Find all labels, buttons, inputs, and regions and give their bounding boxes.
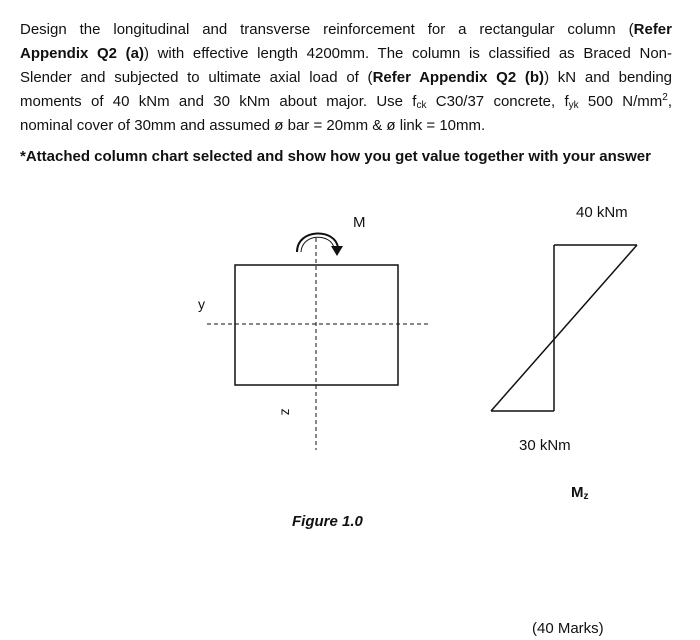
moment-arrow-icon [297, 233, 343, 256]
top-moment-value: 40 kNm [576, 204, 628, 221]
question-line-5: nominal cover of 30mm and assumed ø bar = 20mm & ø link = 10mm. [20, 117, 486, 134]
bending-moment-diagram [491, 245, 637, 411]
figure-caption: Figure 1.0 [292, 513, 363, 530]
moment-label: M [353, 214, 366, 231]
question-line-3: Slender and subjected to ultimate axial load of (Refer Appendix Q2 (b)) kN and bending [20, 69, 673, 86]
question-line-2: Appendix Q2 (a)) with effective length 4200mm. The column is classified as Braced Non- [20, 45, 673, 62]
bottom-moment-value: 30 kNm [519, 437, 571, 454]
question-line-4: moments of 40 kNm and 30 kNm about major. Use $f_{ck}$ C30/37 concrete, $f_{yk}$ 500 $N/mm^2$, [20, 92, 672, 111]
z-axis-label: z [278, 408, 295, 416]
y-axis-label: y [198, 296, 205, 312]
instruction-note: *Attached column chart selected and show how you get value together with your answer [20, 148, 651, 165]
question-line-1: Design the longitudinal and transverse reinforcement for a rectangular column (Refer [20, 21, 672, 38]
marks-label: (40 Marks) [532, 620, 604, 637]
diagram-label-mz: $M_z$ [571, 484, 589, 502]
